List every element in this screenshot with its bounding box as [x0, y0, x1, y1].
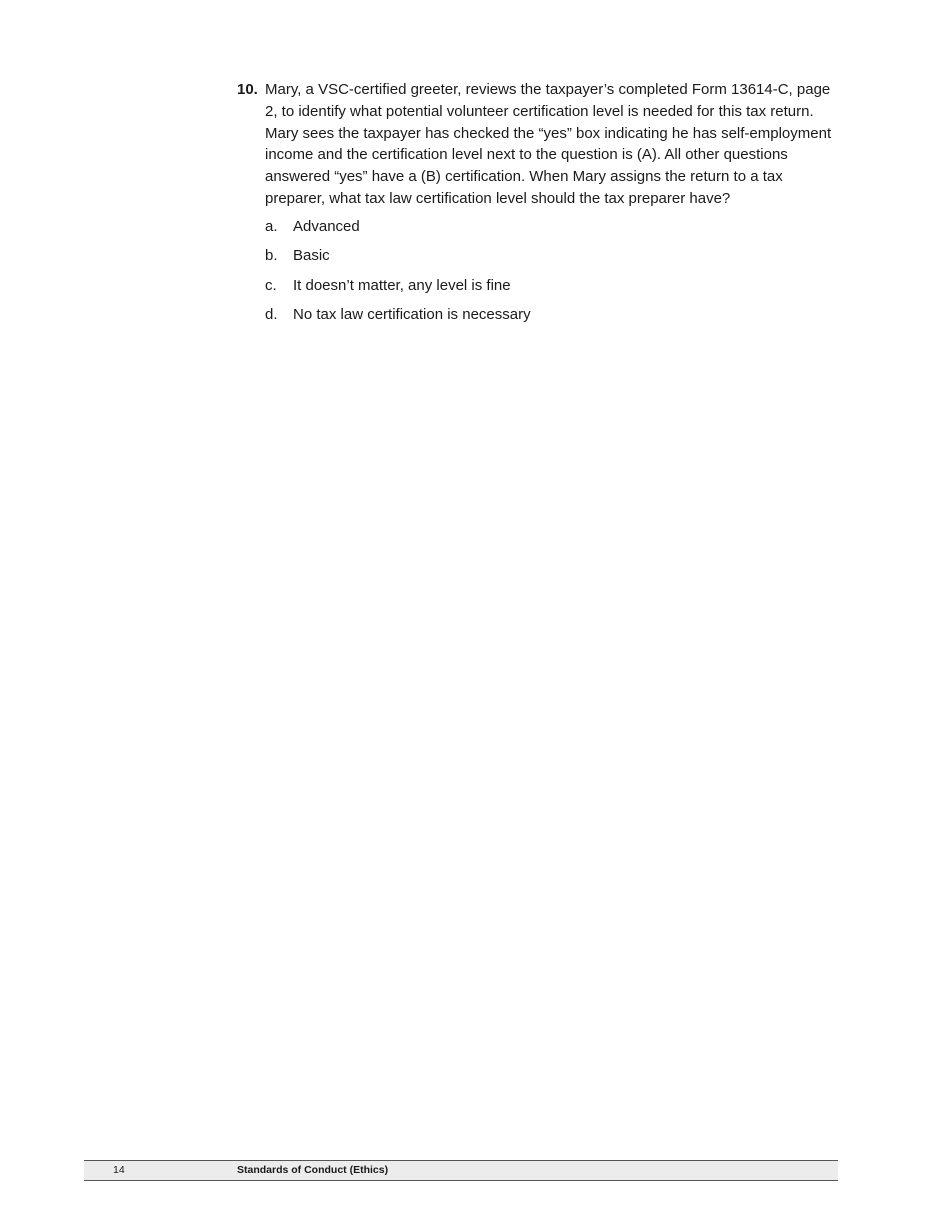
- answer-choice: [265, 216, 837, 237]
- footer-page-number: 14: [113, 1164, 125, 1176]
- choice-letter: d.: [265, 306, 278, 324]
- choice-letter: c.: [265, 276, 277, 294]
- footer-title: Standards of Conduct (Ethics): [237, 1164, 389, 1176]
- choice-letter: a.: [265, 217, 278, 235]
- page-footer: [84, 1160, 838, 1181]
- choice-text: Basic: [293, 247, 330, 265]
- choice-text: It doesn’t matter, any level is fine: [293, 276, 511, 294]
- question-row: [237, 79, 837, 210]
- choice-letter: b.: [265, 247, 278, 265]
- question-number: 10.: [237, 81, 258, 98]
- choice-text: No tax law certification is necessary: [293, 306, 531, 324]
- answer-choices: [265, 216, 837, 326]
- choice-text: Advanced: [293, 217, 360, 235]
- question-block: [237, 79, 837, 334]
- answer-choice: [265, 275, 837, 296]
- answer-choice: [265, 245, 837, 266]
- answer-choice: [265, 304, 837, 325]
- question-text: Mary, a VSC-certified greeter, reviews the taxpayer’s completed Form 13614-C, page 2, to identify what potential volunteer certification level is needed for this tax return. Mary sees the taxpayer has checked the “yes” box indicating he has self-employment income and the certification level next to the question is (A). All other questions answered “yes” have a (B) certification. When Mary assigns the return to a tax preparer, what tax law certification level should the tax preparer have?: [265, 81, 832, 207]
